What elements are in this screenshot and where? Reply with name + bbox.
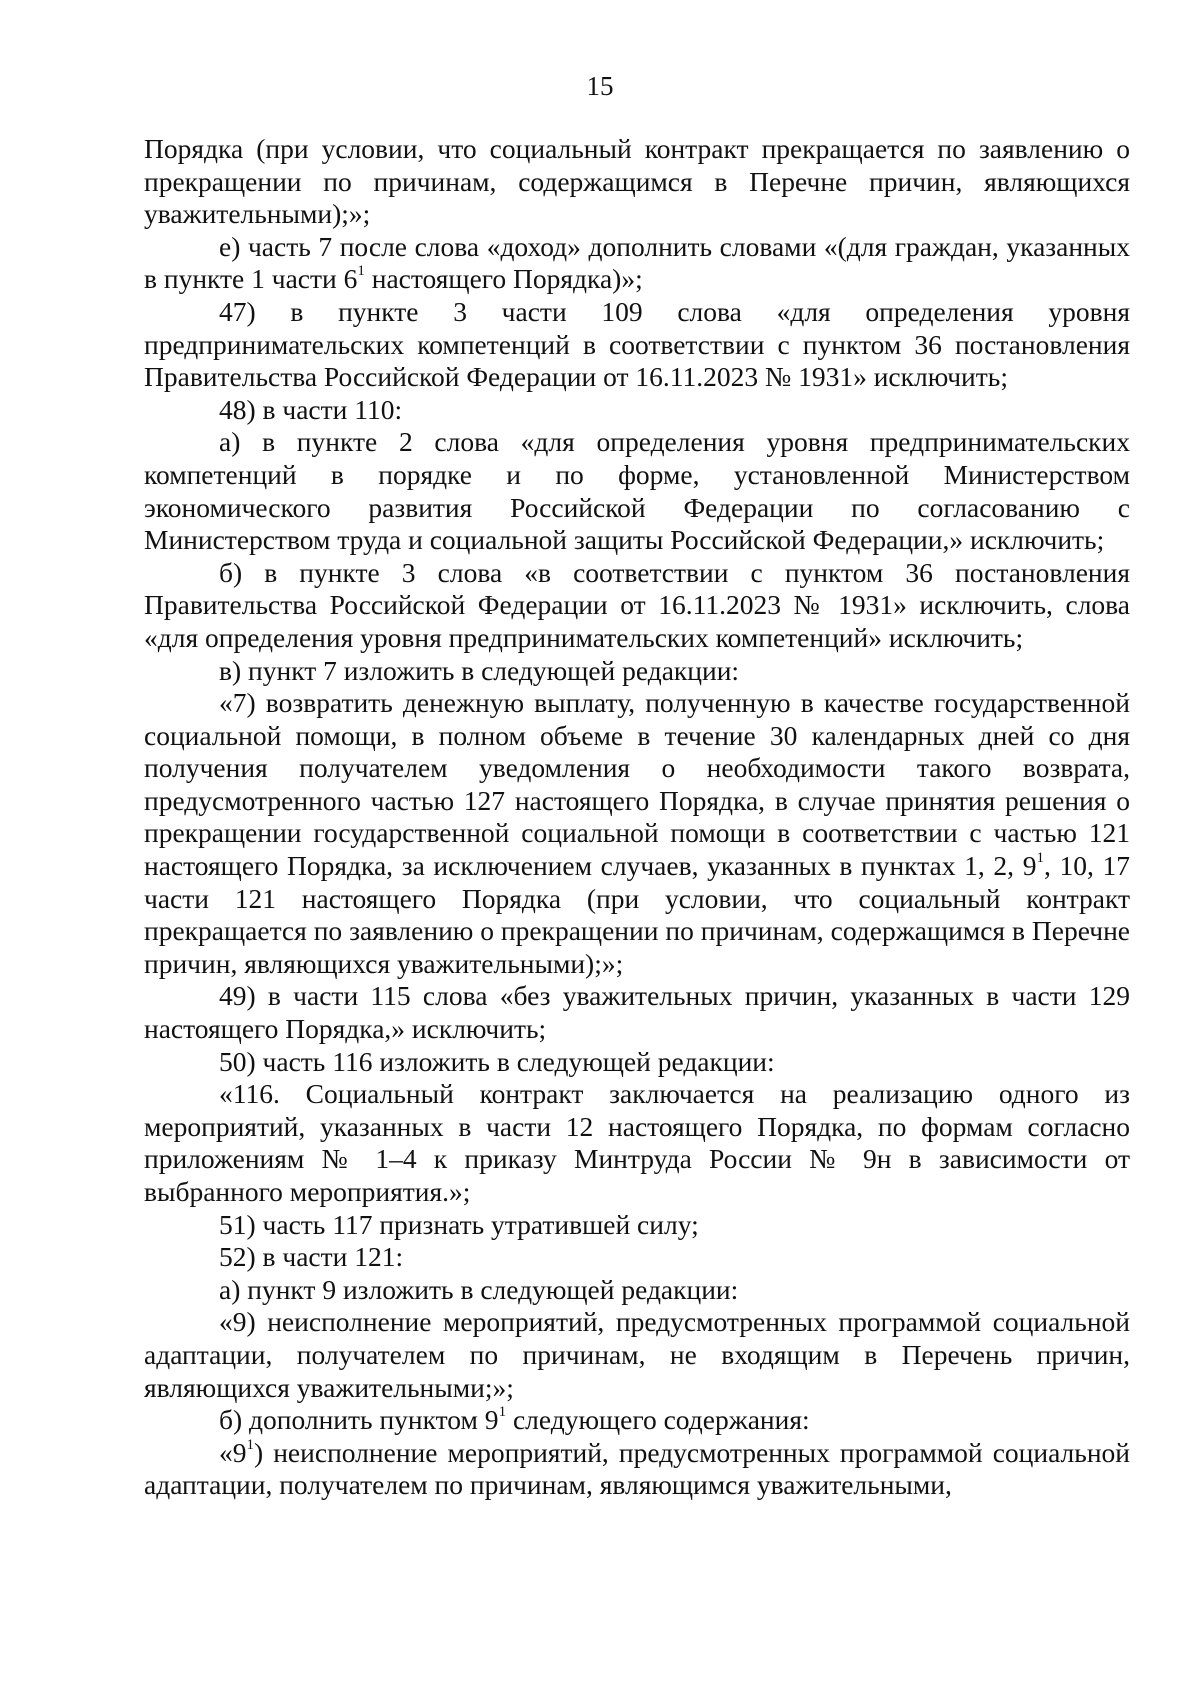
paragraph bbox=[144, 980, 1130, 1045]
superscript: 1 bbox=[246, 1436, 254, 1453]
page-number: 15 bbox=[586, 71, 614, 101]
text-run: настоящего Порядка)»; bbox=[364, 263, 643, 295]
text-run: е) часть 7 после слова «доход» дополнить словами «(для граждан, указанных в пункте 1 части 6 bbox=[144, 230, 1130, 295]
paragraph bbox=[144, 1078, 1130, 1208]
paragraph bbox=[144, 1046, 1130, 1079]
text-run: а) пункт 9 изложить в следующей редакции: bbox=[219, 1273, 739, 1305]
text-run: Порядка (при условии, что социальный контракт прекращается по заявлению о прекращении по причинам, содержащимся в Перечне причин, являющихся уважительными);»; bbox=[144, 133, 1130, 230]
text-run: следующего содержания: bbox=[506, 1404, 810, 1436]
paragraph bbox=[144, 133, 1130, 231]
text-run: а) в пункте 2 слова «для определения уровня предпринимательских компетенций в порядке и по форме, установленной Министерством экономического развития Российской Федерации по согласованию с Министерством труда и социальной защиты Российской Федерации,» исключить; bbox=[144, 426, 1130, 556]
paragraph bbox=[144, 687, 1130, 980]
text-run: ) неисполнение мероприятий, предусмотренных программой социальной адаптации, получателем по причинам, являющимся уважительными, bbox=[144, 1436, 1130, 1501]
text-run: 47) в пункте 3 части 109 слова «для определения уровня предпринимательских компетенций в соответствии с пунктом 36 постановления Правительства Российской Федерации от 16.11.2023 № 1931» исключить; bbox=[144, 295, 1130, 393]
text-run: 49) в части 115 слова «без уважительных причин, указанных в части 129 настоящего Порядка,» исключить; bbox=[144, 980, 1130, 1045]
text-run: «7) возвратить денежную выплату, полученную в качестве государственной социальной помощи, в полном объеме в течение 30 календарных дней со дня получения получателем уведомления о необходимости такого возврата, предусмотренного частью 127 настоящего Порядка, в случае принятия решения о прекращении государственной социальной помощи в соответствии с частью 121 настоящего Порядка, за исключением случаев, указанных в пунктах 1, 2, 9 bbox=[144, 687, 1130, 882]
text-run: 48) в части 110: bbox=[219, 393, 403, 425]
superscript: 1 bbox=[498, 1404, 507, 1420]
text-run: «9) неисполнение мероприятий, предусмотренных программой социальной адаптации, получателем по причинам, не входящим в Перечень причин, являющихся уважительными;»; bbox=[144, 1306, 1130, 1403]
paragraph bbox=[144, 1437, 1130, 1502]
text-run: в) пункт 7 изложить в следующей редакции: bbox=[219, 654, 740, 686]
text-run: , 10, 17 части 121 настоящего Порядка (при условии, что социальный контракт прекращается по заявлению о прекращении по причинам, содержащимся в Перечне причин, являющихся уважительными);»; bbox=[144, 850, 1131, 979]
paragraph bbox=[144, 1209, 1130, 1242]
superscript: 1 bbox=[357, 263, 365, 280]
paragraph bbox=[144, 1404, 1130, 1437]
text-run: «9 bbox=[219, 1436, 247, 1468]
paragraph bbox=[144, 296, 1130, 394]
text-run: 52) в части 121: bbox=[219, 1241, 404, 1273]
text-run: 50) часть 116 изложить в следующей редакции: bbox=[219, 1045, 775, 1077]
paragraph bbox=[144, 655, 1130, 688]
paragraph bbox=[144, 426, 1130, 556]
paragraph bbox=[144, 1306, 1130, 1404]
text-run: «116. Социальный контракт заключается на реализацию одного из мероприятий, указанных в части 12 настоящего Порядка, по формам согласно приложениям № 1–4 к приказу Минтруда России № 9н в зависимости от выбранного мероприятия.»; bbox=[144, 1078, 1130, 1207]
text-run: б) дополнить пунктом 9 bbox=[219, 1404, 499, 1436]
paragraph bbox=[144, 557, 1130, 655]
paragraph bbox=[144, 1274, 1130, 1307]
text-run: б) в пункте 3 слова «в соответствии с пунктом 36 постановления Правительства Российской Федерации от 16.11.2023 № 1931» исключить, слова «для определения уровня предпринимательских компетенций» исключить; bbox=[144, 556, 1130, 653]
paragraph bbox=[144, 1241, 1130, 1274]
text-run: 51) часть 117 признать утратившей силу; bbox=[219, 1208, 699, 1240]
document-body bbox=[144, 133, 1130, 1502]
paragraph bbox=[144, 231, 1130, 296]
paragraph bbox=[144, 394, 1130, 427]
superscript: 1 bbox=[1036, 849, 1044, 866]
